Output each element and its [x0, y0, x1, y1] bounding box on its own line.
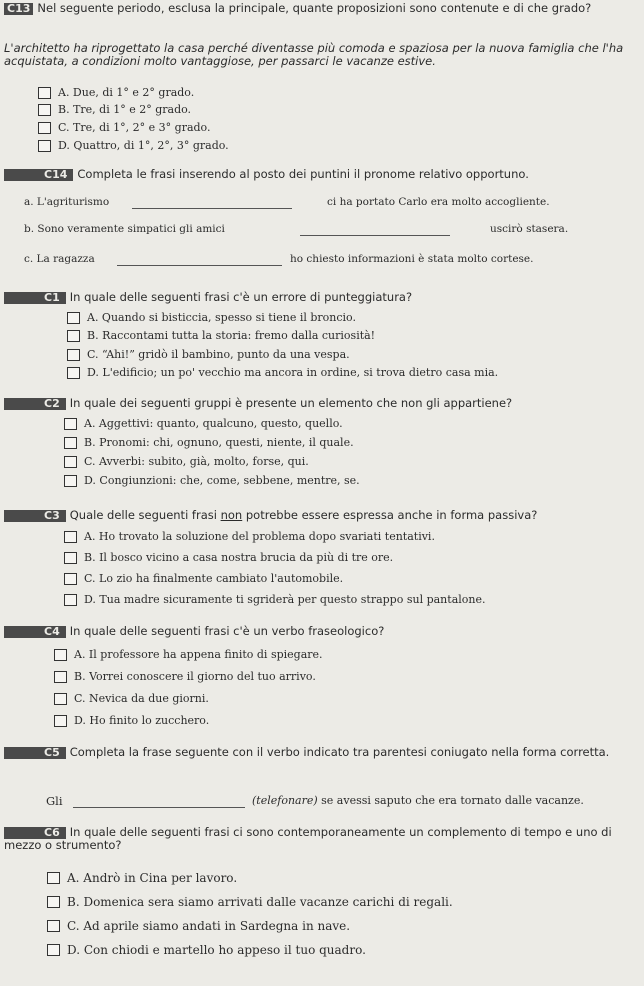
c5-hint: (telefonare)	[252, 794, 318, 807]
badge-c13: C13	[4, 3, 33, 15]
checkbox-icon[interactable]	[67, 349, 80, 361]
option-c3-b[interactable]: B. Il bosco vicino a casa nostra brucia da più di tre ore.	[64, 551, 393, 564]
c14-row-a-end: ci ha portato Carlo era molto accogliente.	[327, 196, 550, 208]
c14-row-a-start: a. L'agriturismo	[24, 196, 110, 208]
checkbox-icon[interactable]	[64, 475, 77, 487]
option-c3-c[interactable]: C. Lo zio ha finalmente cambiato l'automobile.	[64, 572, 343, 585]
badge-c5: C5	[4, 747, 66, 759]
option-c6-b[interactable]: B. Domenica sera siamo arrivati dalle vacanze carichi di regali.	[47, 895, 453, 909]
c14-row-c-blank[interactable]	[117, 265, 282, 266]
checkbox-icon[interactable]	[47, 872, 60, 884]
option-c13-a[interactable]: A. Due, di 1° e 2° grado.	[38, 86, 194, 99]
question-c14-text: Completa le frasi inserendo al posto dei puntini il pronome relativo opportuno.	[77, 167, 529, 181]
question-c4	[4, 625, 640, 638]
question-c2-text: In quale dei seguenti gruppi è presente un elemento che non gli appartiene?	[69, 396, 513, 410]
checkbox-icon[interactable]	[54, 693, 67, 705]
option-c6-c[interactable]: C. Ad aprile siamo andati in Sardegna in nave.	[47, 919, 350, 933]
passage-c13: L'architetto ha riprogettato la casa perché diventasse più comoda e spaziosa per la nuova famiglia che l'ha acquistata, a condizioni molto vantaggiose, per passarci le vacanze estive.	[4, 41, 624, 68]
badge-c2: C2	[4, 398, 66, 410]
checkbox-icon[interactable]	[64, 531, 77, 543]
option-c13-d[interactable]: D. Quattro, di 1°, 2°, 3° grado.	[38, 139, 229, 152]
checkbox-icon[interactable]	[67, 312, 80, 324]
question-c13-text: Nel seguente periodo, esclusa la principale, quante proposizioni sono contenute e di che grado?	[37, 1, 592, 15]
checkbox-icon[interactable]	[38, 140, 51, 152]
checkbox-icon[interactable]	[54, 649, 67, 661]
c14-row-b-start: b. Sono veramente simpatici gli amici	[24, 223, 225, 235]
question-c2	[4, 397, 640, 410]
c5-blank[interactable]	[73, 807, 245, 808]
option-c2-d[interactable]: D. Congiunzioni: che, come, sebbene, mentre, se.	[64, 474, 360, 487]
checkbox-icon[interactable]	[47, 944, 60, 956]
option-c4-b[interactable]: B. Vorrei conoscere il giorno del tuo arrivo.	[54, 670, 316, 683]
c14-row-c-end: ho chiesto informazioni è stata molto cortese.	[290, 253, 534, 265]
question-c5-text: Completa la frase seguente con il verbo indicato tra parentesi coniugato nella forma corretta.	[69, 745, 610, 759]
checkbox-icon[interactable]	[38, 104, 51, 116]
badge-c3: C3	[4, 510, 66, 522]
checkbox-icon[interactable]	[67, 330, 80, 342]
c14-row-b-blank[interactable]	[300, 235, 450, 236]
question-c3: C3 Quale delle seguenti frasi non potrebbe essere espressa anche in forma passiva?	[4, 509, 640, 522]
badge-c1: C1	[4, 292, 66, 304]
question-c5	[4, 746, 634, 759]
checkbox-icon[interactable]	[64, 552, 77, 564]
checkbox-icon[interactable]	[67, 367, 80, 379]
checkbox-icon[interactable]	[54, 671, 67, 683]
option-c13-c[interactable]: C. Tre, di 1°, 2° e 3° grado.	[38, 121, 211, 134]
checkbox-icon[interactable]	[64, 594, 77, 606]
question-c14	[4, 168, 640, 181]
c5-start: Gli	[46, 794, 63, 808]
c14-row-b-end: uscirò stasera.	[490, 223, 569, 235]
option-c1-d[interactable]: D. L'edificio; un po' vecchio ma ancora in ordine, si trova dietro casa mia.	[67, 366, 498, 379]
question-c13	[4, 2, 640, 15]
option-c3-d[interactable]: D. Tua madre sicuramente ti sgriderà per questo strappo sul pantalone.	[64, 593, 485, 606]
option-c2-a[interactable]: A. Aggettivi: quanto, qualcuno, questo, quello.	[64, 417, 343, 430]
option-c4-a[interactable]: A. Il professore ha appena finito di spiegare.	[54, 648, 323, 661]
question-c4-text: In quale delle seguenti frasi c'è un verbo fraseologico?	[69, 624, 385, 638]
checkbox-icon[interactable]	[64, 418, 77, 430]
c5-end-line	[252, 794, 584, 807]
option-c2-b[interactable]: B. Pronomi: chi, ognuno, questi, niente, il quale.	[64, 436, 354, 449]
checkbox-icon[interactable]	[64, 573, 77, 585]
option-c2-c[interactable]: C. Avverbi: subito, già, molto, forse, qui.	[64, 455, 309, 468]
checkbox-icon[interactable]	[54, 715, 67, 727]
question-c1-text: In quale delle seguenti frasi c'è un errore di punteggiatura?	[69, 290, 413, 304]
option-c13-b[interactable]: B. Tre, di 1° e 2° grado.	[38, 103, 191, 116]
checkbox-icon[interactable]	[38, 122, 51, 134]
question-c6	[4, 826, 634, 852]
checkbox-icon[interactable]	[64, 456, 77, 468]
c5-end: se avessi saputo che era tornato dalle vacanze.	[317, 794, 584, 807]
checkbox-icon[interactable]	[47, 920, 60, 932]
option-c3-a[interactable]: A. Ho trovato la soluzione del problema dopo svariati tentativi.	[64, 530, 435, 543]
option-c6-a[interactable]: A. Andrò in Cina per lavoro.	[47, 871, 237, 885]
option-c1-b[interactable]: B. Raccontami tutta la storia: fremo dalla curiosità!	[67, 329, 375, 342]
badge-c14: C14	[4, 169, 73, 181]
question-c1	[4, 291, 640, 304]
option-c1-c[interactable]: C. “Ahi!” gridò il bambino, punto da una vespa.	[67, 348, 350, 361]
checkbox-icon[interactable]	[38, 87, 51, 99]
option-c1-a[interactable]: A. Quando si bisticcia, spesso si tiene il broncio.	[67, 311, 356, 324]
checkbox-icon[interactable]	[64, 437, 77, 449]
checkbox-icon[interactable]	[47, 896, 60, 908]
badge-c4: C4	[4, 626, 66, 638]
badge-c6: C6	[4, 827, 66, 839]
option-c6-d[interactable]: D. Con chiodi e martello ho appeso il tuo quadro.	[47, 943, 366, 957]
c14-row-c-start: c. La ragazza	[24, 253, 95, 265]
option-c4-c[interactable]: C. Nevica da due giorni.	[54, 692, 209, 705]
question-c6-text: In quale delle seguenti frasi ci sono contemporaneamente un complemento di tempo e uno di mezzo o strumento?	[4, 825, 612, 852]
c14-row-a-blank[interactable]	[132, 208, 292, 209]
option-c4-d[interactable]: D. Ho finito lo zucchero.	[54, 714, 209, 727]
